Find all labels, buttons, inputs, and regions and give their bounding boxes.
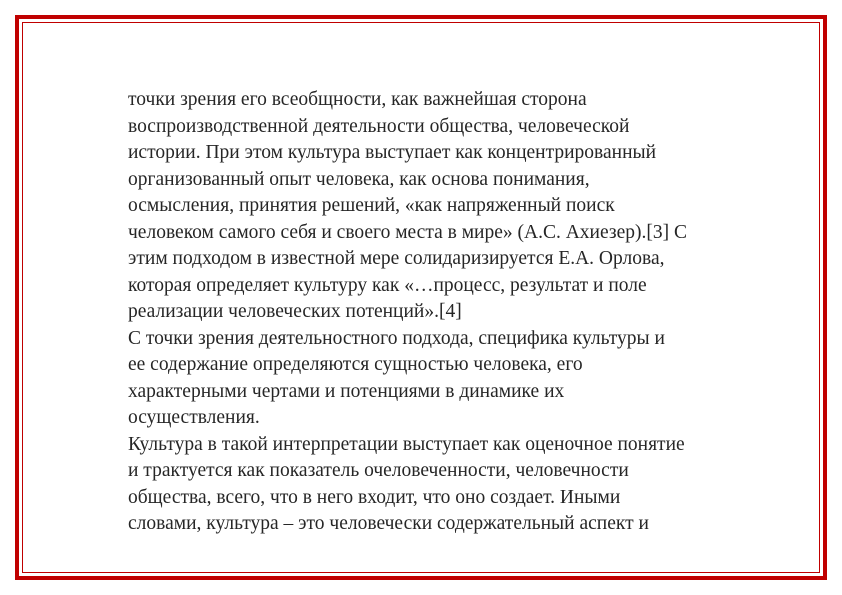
text-line: общества, всего, что в него входит, что оно создает. Иными bbox=[128, 486, 621, 508]
text-line: словами, культура – это человечески содержательный аспект и bbox=[128, 513, 649, 534]
text-line: воспроизводственной деятельности общества, человеческой bbox=[128, 115, 630, 137]
text-line: Культура в такой интерпретации выступает как оценочное понятие bbox=[128, 433, 685, 455]
text-line: которая определяет культуру как «…процесс, результат и поле bbox=[128, 274, 647, 296]
text-line: истории. При этом культура выступает как концентрированный bbox=[128, 142, 657, 163]
text-line: осмысления, принятия решений, «как напряженный поиск bbox=[128, 195, 615, 216]
text-line: организованный опыт человека, как основа понимания, bbox=[128, 168, 590, 190]
text-line: этим подходом в известной мере солидаризируется Е.А. Орлова, bbox=[128, 248, 665, 269]
slide-body-text bbox=[128, 87, 778, 538]
text-line: осуществления. bbox=[128, 407, 260, 428]
text-line: реализации человеческих потенций».[4] bbox=[128, 301, 462, 322]
text-line: и трактуется как показатель очеловеченности, человечности bbox=[128, 460, 629, 481]
text-line: С точки зрения деятельностного подхода, специфика культуры и bbox=[128, 327, 665, 349]
text-line: характерными чертами и потенциями в динамике их bbox=[128, 380, 565, 402]
text-line: ее содержание определяются сущностью человека, его bbox=[128, 354, 583, 375]
text-line: человеком самого себя и своего места в мире» (А.С. Ахиезер).[3] С bbox=[128, 221, 687, 243]
text-line: точки зрения его всеобщности, как важнейшая сторона bbox=[128, 89, 587, 110]
